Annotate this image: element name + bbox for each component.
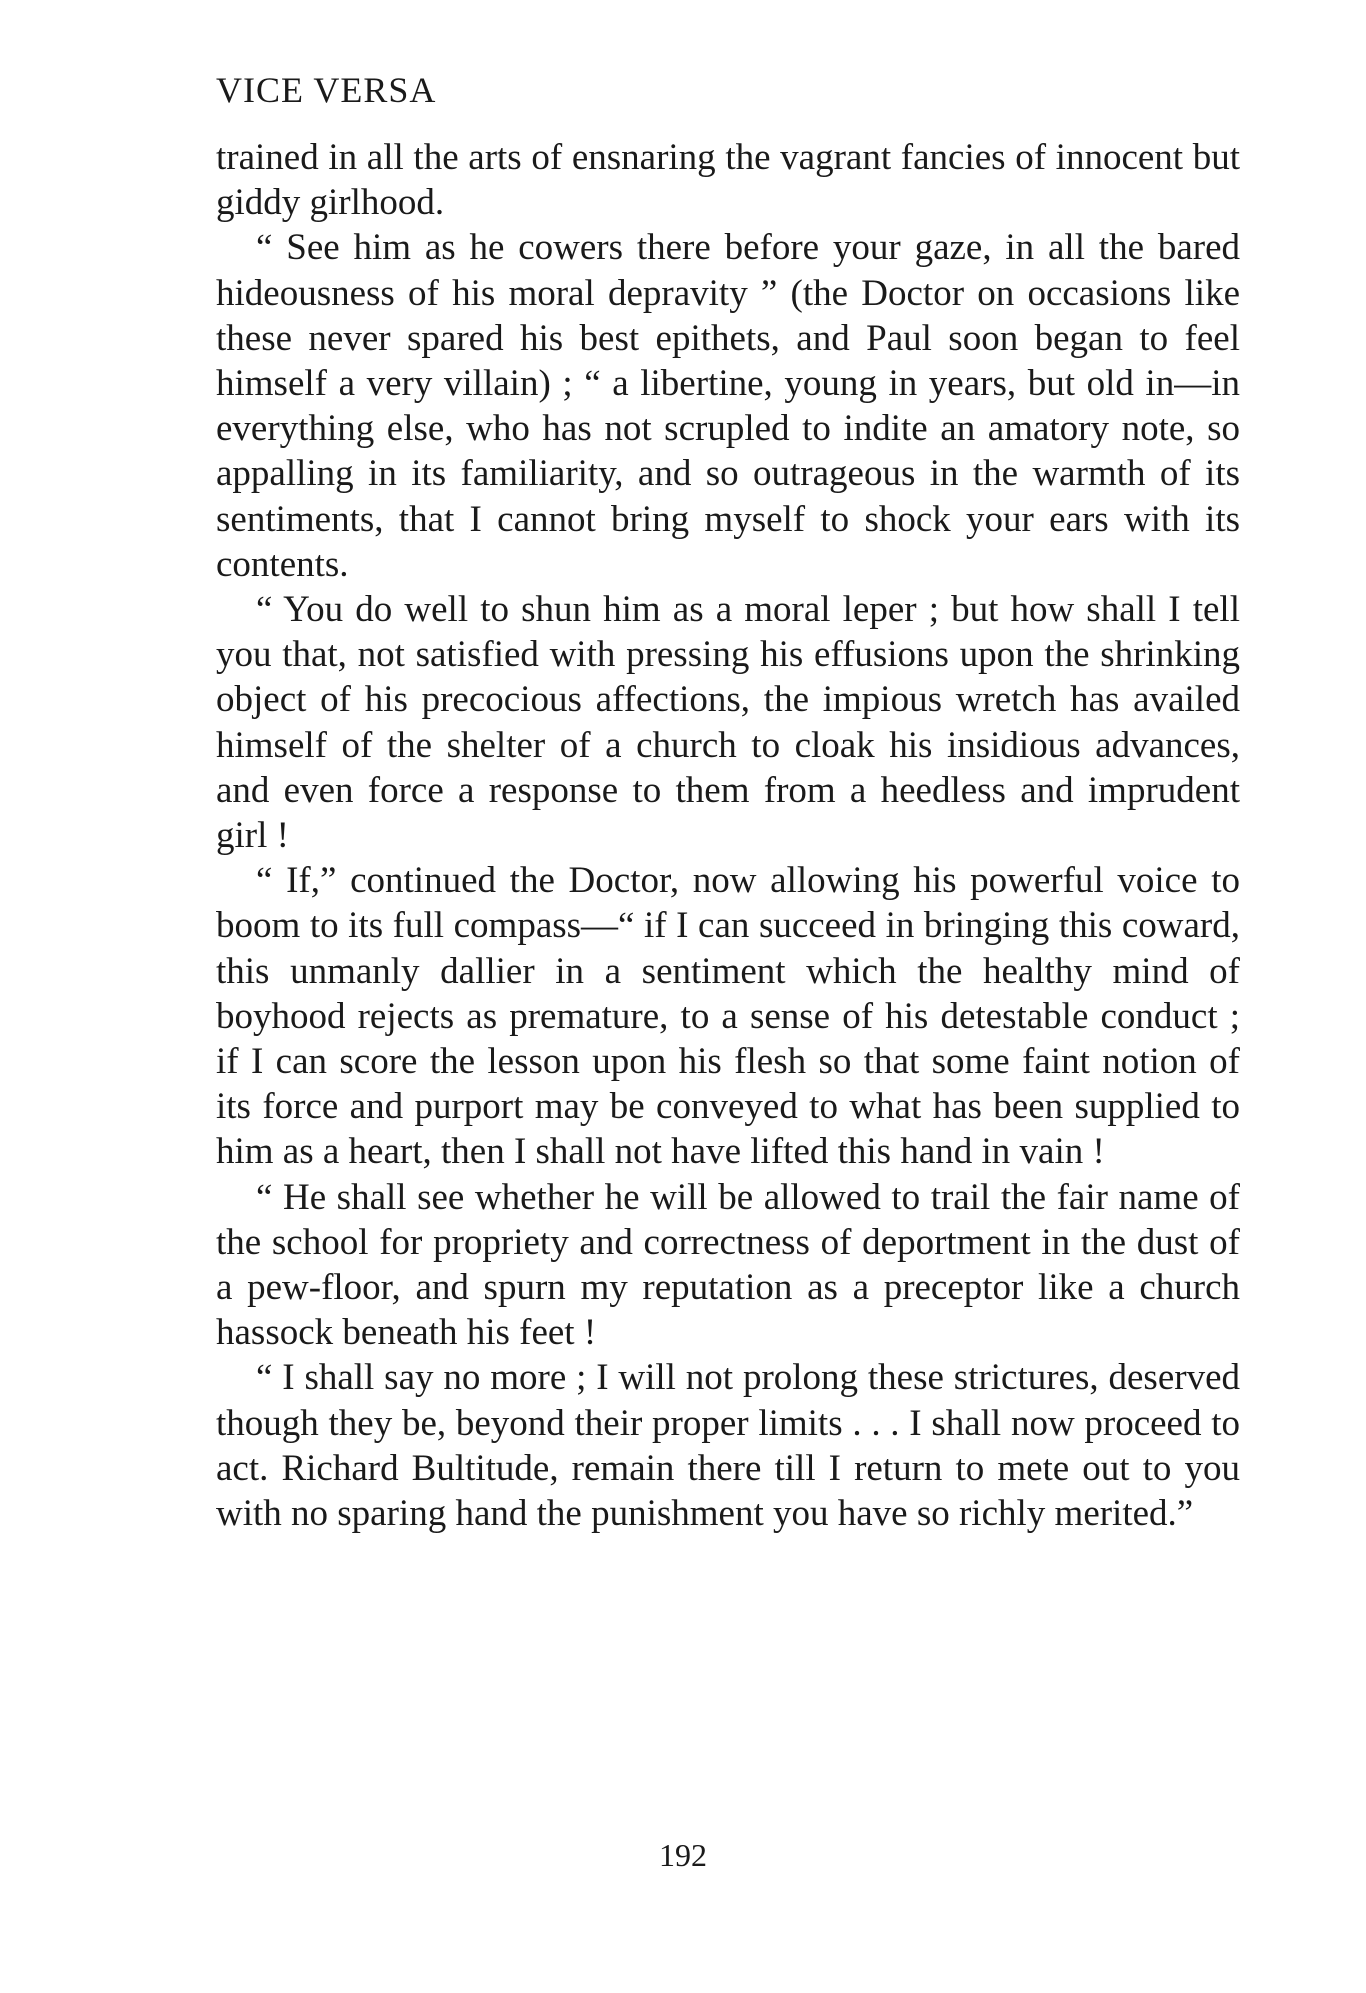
paragraph: “ See him as he cowers there before your gaze, in all the bared hideousness of his moral depravity ” (the Doctor on occasions like these never spared his best epithets, and Paul soon began to feel himself a very villain) ; “ a libertine, young in years, but old in—in everything else, who has not scrupled to indite an amatory note, so appalling in its familiarity, and so outrageous in the warmth of its sentiments, that I cannot bring myself to shock your ears with its contents.: [216, 227, 1240, 585]
body-text: [216, 135, 1240, 1536]
running-head: VICE VERSA: [216, 70, 437, 110]
paragraph: “ You do well to shun him as a moral leper ; but how shall I tell you that, not satisfied with pressing his effusions upon the shrinking object of his precocious affections, the impious wretch has availed himself of the shelter of a church to cloak his insidious advances, and even force a response to them from a heedless and imprudent girl !: [216, 589, 1240, 857]
paragraph: “ If,” continued the Doctor, now allowing his powerful voice to boom to its full compass—“ if I can succeed in bringing this coward, this unmanly dallier in a sentiment which the healthy mind of boyhood rejects as premature, to a sense of his detestable conduct ; if I can score the lesson upon his flesh so that some faint notion of its force and purport may be conveyed to what has been supplied to him as a heart, then I shall not have lifted this hand in vain !: [216, 860, 1240, 1173]
paragraph: trained in all the arts of ensnaring the vagrant fancies of innocent but giddy girlhood.: [216, 137, 1240, 224]
page-number: 192: [659, 1837, 707, 1873]
paragraph: “ He shall see whether he will be allowed to trail the fair name of the school for propriety and correctness of deportment in the dust of a pew-floor, and spurn my reputation as a preceptor like a church hassock beneath his feet !: [216, 1176, 1240, 1354]
paragraph: “ I shall say no more ; I will not prolong these strictures, deserved though they be, beyond their proper limits . . . I shall now proceed to act. Richard Bultitude, remain there till I return to mete out to you with no sparing hand the punishment you have so richly merited.”: [216, 1357, 1240, 1535]
